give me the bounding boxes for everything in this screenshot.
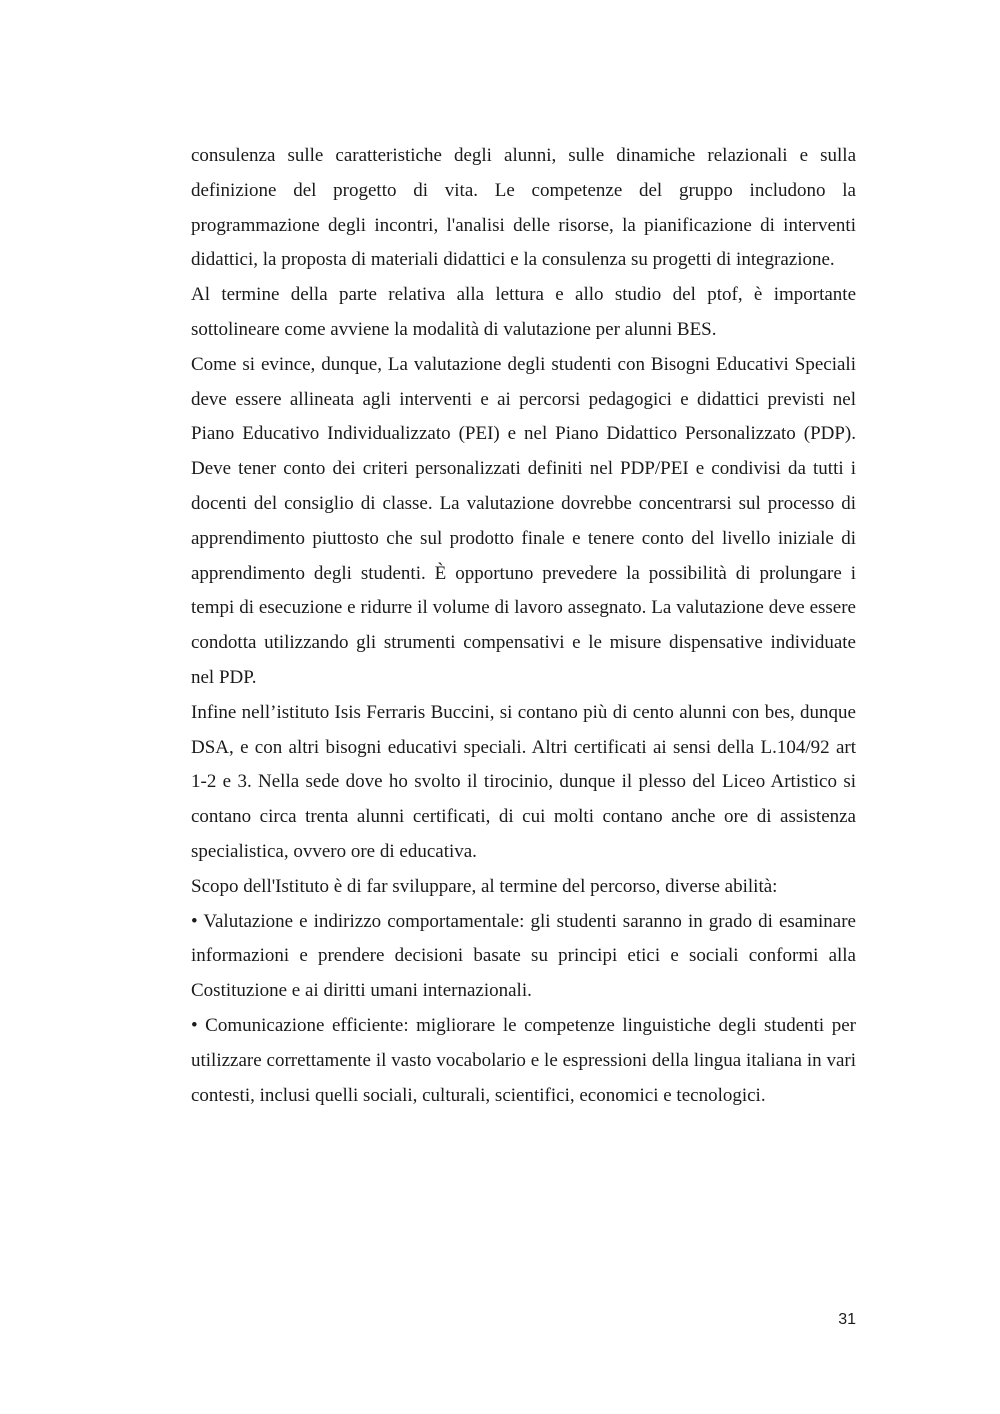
bullet-valutazione-comportamentale: • Valutazione e indirizzo comportamentale: gli studenti saranno in grado di esaminare informazioni e prendere decisioni basate su principi etici e sociali conformi alla Costituzione e ai diritti umani internazionali.	[191, 910, 856, 1002]
body-text	[191, 139, 856, 1113]
paragraph-valutazione-intro: Al termine della parte relativa alla lettura e allo studio del ptof, è importante sottolineare come avviene la modalità di valutazione per alunni BES.	[191, 284, 856, 340]
paragraph-valutazione-bes: Come si evince, dunque, La valutazione degli studenti con Bisogni Educativi Speciali deve essere allineata agli interventi e ai percorsi pedagogici e didattici previsti nel Piano Educativo Individualizzato (PEI) e nel Piano Didattico Personalizzato (PDP). Deve tener conto dei criteri personalizzati definiti nel PDP/PEI e condivisi da tutti i docenti del consiglio di classe. La valutazione dovrebbe concentrarsi sul processo di apprendimento piuttosto che sul prodotto finale e tenere conto del livello iniziale di apprendimento degli studenti. È opportuno prevedere la possibilità di prolungare i tempi di esecuzione e ridurre il volume di lavoro assegnato. La valutazione deve essere condotta utilizzando gli strumenti compensativi e le misure dispensative individuate nel PDP.	[191, 353, 856, 688]
page-number: 31	[838, 1311, 856, 1328]
paragraph-gruppo-competenze: consulenza sulle caratteristiche degli alunni, sulle dinamiche relazionali e sulla definizione del progetto di vita. Le competenze del gruppo includono la programmazione degli incontri, l'analisi delle risorse, la pianificazione di interventi didattici, la proposta di materiali didattici e la consulenza su progetti di integrazione.	[191, 145, 856, 271]
paragraph-scopo-istituto: Scopo dell'Istituto è di far sviluppare, al termine del percorso, diverse abilità:	[191, 875, 778, 897]
paragraph-istituto-alunni: Infine nell’istituto Isis Ferraris Buccini, si contano più di cento alunni con bes, dunque DSA, e con altri bisogni educativi speciali. Altri certificati ai sensi della L.104/92 art 1-2 e 3. Nella sede dove ho svolto il tirocinio, dunque il plesso del Liceo Artistico si contano circa trenta alunni certificati, di cui molti contano anche ore di assistenza specialistica, ovvero ore di educativa.	[191, 701, 856, 862]
bullet-comunicazione-efficiente: • Comunicazione efficiente: migliorare le competenze linguistiche degli studenti per utilizzare correttamente il vasto vocabolario e le espressioni della lingua italiana in vari contesti, inclusi quelli sociali, culturali, scientifici, economici e tecnologici.	[191, 1014, 856, 1106]
